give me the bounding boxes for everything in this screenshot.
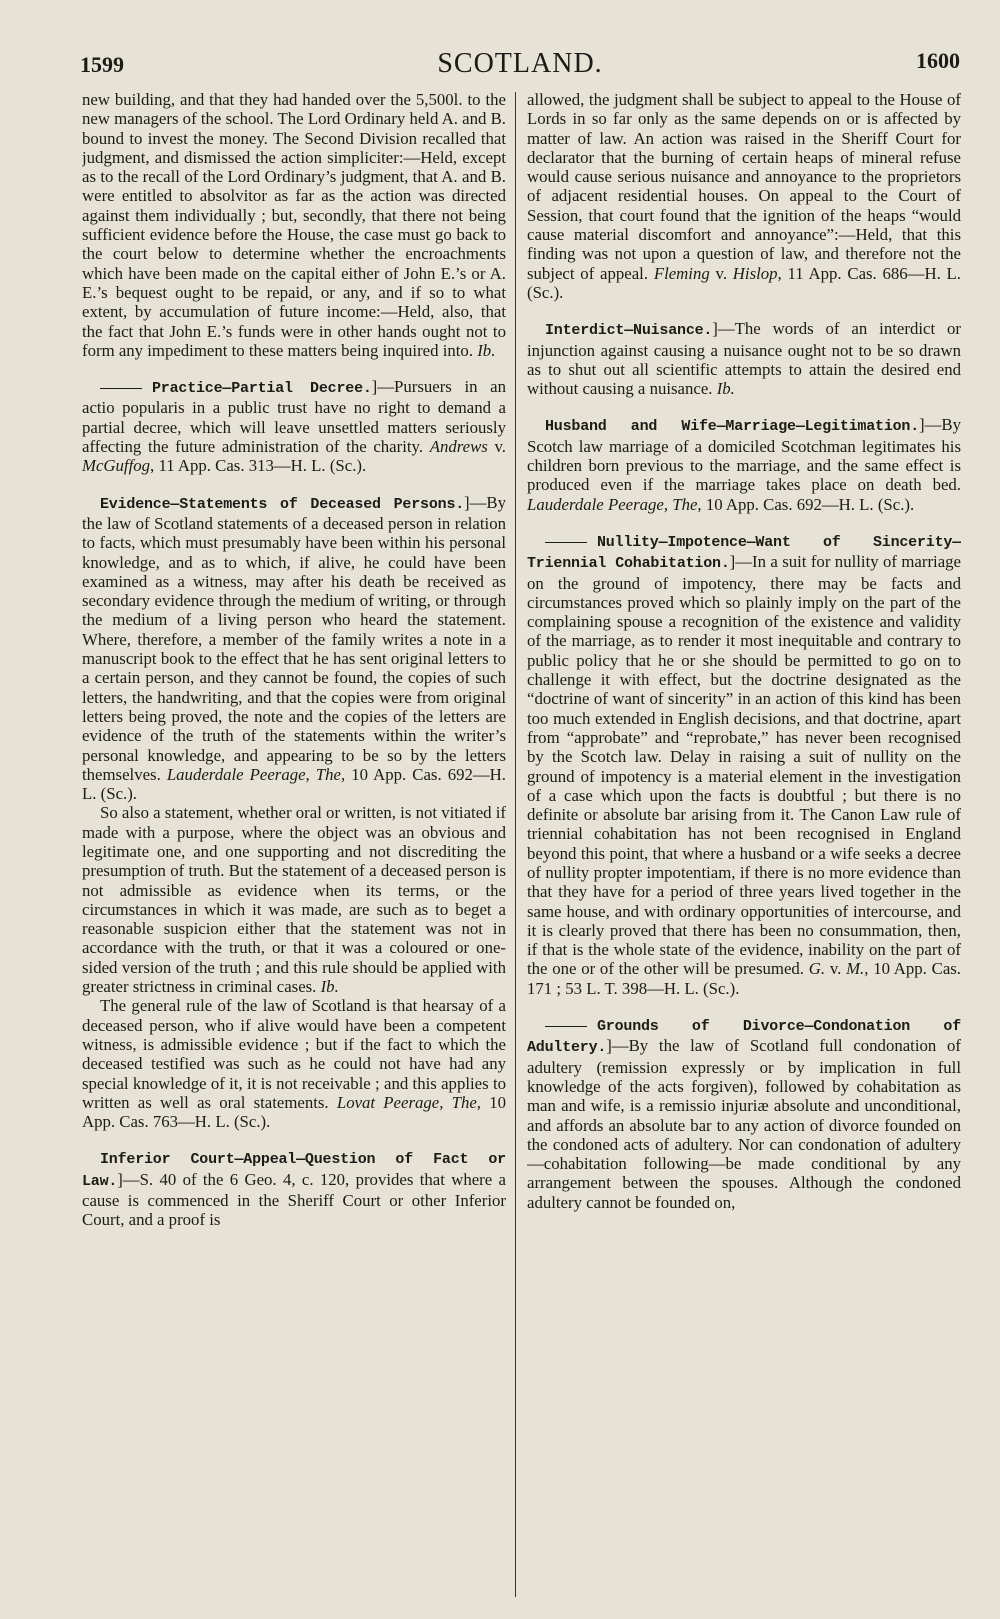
case-name-2: M. (846, 959, 865, 979)
entry-interdict-nuisance (527, 319, 961, 398)
entry-husband-and-wife (527, 415, 961, 513)
entry-text: allowed, the judgment shall be subject to appeal to the House of Lords in so far only as the same depends on or is affected by matter of law. An action was raised in the Sheriff Court for declarator that the burning of certain heaps of mineral refuse would cause serious nuisance and annoyance to the proprietors of adjacent residential houses. On appeal to the Court of Session, that court found that the ignition of the heaps “would cause material discomfort and annoyance”:—Held, that this finding was not upon a question of law, and therefore not the subject of appeal. Fleming v. Hislop, 11 App. Cas. 686—H. L. (Sc.). (527, 90, 961, 302)
entry-continued (82, 90, 506, 360)
entry-heading: Grounds of Divorce—Condonation of Adultery. (527, 1018, 961, 1057)
page-number-left: 1599 (80, 52, 124, 77)
entry-heading: Inferior Court—Appeal—Question of Fact or Law. (82, 1151, 506, 1190)
entry-text: new building, and that they had handed over the 5,500l. to the new managers of the school. The Lord Ordinary held A. and B. bound to invest the money. The Second Division recalled that judgment, and dismissed the action simpliciter:—Held, except as to the recall of the Lord Ordinary’s judgment, that A. and B. were entitled to absolvitor as far as the action was directed against them individually ; but, secondly, that there not being sufficient evidence before the House, the case must go back to the court below to determine whether the encroachments which have been made on the capital either of John E.’s or A. E.’s bequest ought to be repaid, or any, and if so to what extent, by accumulation of future income:—Held, also, that the fact that John E.’s funds were in other hands ought not to form any impediment to these matters being inquired into. Ib. (82, 90, 506, 360)
entry-heading: Practice—Partial Decree. (152, 380, 372, 398)
entry-practice-partial-decree (82, 377, 506, 475)
entry-grounds-of-divorce (527, 1015, 961, 1212)
case-name: Lovat Peerage, The, (336, 1092, 481, 1112)
case-citation: Ib. (320, 977, 339, 997)
page-number-right: 1600 (916, 48, 960, 73)
case-name: Lauderdale Peerage, The, (166, 764, 346, 784)
entry-heading: Interdict—Nuisance. (545, 322, 713, 340)
entry-text: Inferior Court—Appeal—Question of Fact or Law.]—S. 40 of the 6 Geo. 4, c. 120, provides that where a cause is commenced in the Sheriff Court or other Inferior Court, and a proof is (82, 1151, 506, 1230)
case-name: G. (808, 959, 826, 979)
case-name: Lauderdale Peerage, The, (527, 494, 702, 514)
ditto-dash (545, 542, 587, 543)
ditto-dash (100, 388, 142, 389)
entry-text: Grounds of Divorce—Condonation of Adultery.]—By the law of Scotland full condonation of adultery (remission expressly or by implication in full knowledge of the acts forgiven), followed by cohabitation as man and wife, is a remissio injuriæ absolute and unconditional, and affords an absolute bar to any action of divorce founded on the condoned acts of adultery. Nor can condonation of adultery—cohabitation following—be made conditional by any arrangement between the spouses. Although the condoned adultery cannot be founded on, (527, 1018, 961, 1212)
entry-text: Husband and Wife—Marriage—Legitimation.]—By Scotch law marriage of a domiciled Scotchman legitimates his children born previous to the marriage, and the same effect is produced even if the marriage takes place on death bed. Lauderdale Peerage, The, 10 App. Cas. 692—H. L. (Sc.). (527, 415, 961, 514)
case-name-2: McGuffog (82, 456, 151, 476)
entry-text: Nullity—Impotence—Want of Sincerity—Triennial Cohabitation.]—In a suit for nullity of marriage on the ground of impotency, there may be facts and circumstances proved which so plainly imply on the part of the complaining spouse a recognition of the existence and validity of the marriage, as to render it most inequitable and contrary to public policy that he or she should be permitted to go on to challenge it with effect, but the doctrine designated as the “doctrine of want of sincerity” in an action of this kind has been too much extended in English decisions, and that doctrine, apart from “approbate” and “reprobate,” has never been recognised by the Scotch law. Delay in raising a suit of nullity on the ground of impotency is a material element in the investigation of a case which upon the facts is doubtful ; but there is no definite or absolute bar arising from it. The Canon Law rule of triennial cohabitation has not been recognised in England beyond this point, that where a husband or a wife seeks a decree of nullity propter impotentiam, if there is no more evidence than that they have for a period of three years lived together in the same house, and with ordinary opportunities of intercourse, and it is clearly proved that there has been no consummation, then, if that is the whole state of the evidence, inability on the part of the one or of the other will be presumed. G. v. M., 10 App. Cas. 171 ; 53 L. T. 398—H. L. (Sc.). (527, 533, 961, 998)
page-header (80, 44, 960, 84)
left-column (82, 90, 506, 1600)
entry-inferior-court (82, 1148, 506, 1229)
entry-evidence (82, 493, 506, 1132)
entry-paragraph: So also a statement, whether oral or written, is not vitiated if made with a purpose, where the object was an obvious and legitimate one, and one supporting and not discrediting the presumption of truth. But the statement of a deceased person is not admissible as evidence when its terms, or the circumstances in which it was made, are such as to beget a reasonable suspicion either that the statement was not in accordance with the truth, or that it was a coloured or one-sided version of the truth ; and this rule should be applied with greater strictness in criminal cases. Ib. (82, 803, 506, 997)
column-divider (515, 92, 516, 1597)
entry-paragraph: The general rule of the law of Scotland is that hearsay of a deceased person, who if alive would have been a competent witness, is admissible evidence ; but if the fact to which the deceased testified was such as he could not have had any special knowledge of it, it is not receivable ; and this applies to written as well as oral statements. Lovat Peerage, The, 10 App. Cas. 763—H. L. (Sc.). (82, 996, 506, 1132)
case-citation: Ib. (716, 379, 735, 399)
entry-continued (527, 90, 961, 302)
case-citation: Ib. (477, 340, 496, 360)
case-name: Andrews (429, 437, 488, 457)
right-column (527, 90, 961, 1600)
case-name-2: Hislop (732, 263, 778, 283)
entry-nullity (527, 531, 961, 998)
ditto-dash (545, 1026, 587, 1027)
entry-text: Evidence—Statements of Deceased Persons.]—By the law of Scotland statements of a deceased person in relation to facts, which must presumably have been within his personal knowledge, and as to which, if alive, he could have been examined as a witness, may after his death be received as secondary evidence through the medium of writing, or through the medium of a living person who heard the statement. Where, therefore, a member of the family writes a note in a manuscript book to the effect that he has sent original letters to a certain person, and they cannot be found, the copies of such letters, the handwriting, and that the copies were from original letters being proved, the note and the copies of the letters are evidence of the truth of the statements within the writer’s personal knowledge, and appearing to be so by the letters themselves. Lauderdale Peerage, The, 10 App. Cas. 692—H. L. (Sc.). (82, 492, 506, 804)
entry-heading: Nullity—Impotence—Want of Sincerity—Triennial Cohabitation. (527, 533, 961, 573)
case-name: Fleming (653, 263, 710, 283)
entry-text: Interdict—Nuisance.]—The words of an interdict or injunction against causing a nuisance ought not to be so drawn as to shut out all scientific attempts to attain the desired end without causing a nuisance. Ib. (527, 319, 961, 399)
running-title: SCOTLAND. (437, 48, 603, 79)
entry-text: Practice—Partial Decree.]—Pursuers in an actio popularis in a public trust have no right to demand a partial decree, which will leave unsettled matters seriously affecting the future administration of the charity. Andrews v. McGuffog, 11 App. Cas. 313—H. L. (Sc.). (82, 377, 506, 476)
entry-heading: Evidence—Statements of Deceased Persons. (100, 495, 465, 513)
entry-heading: Husband and Wife—Marriage—Legitimation. (545, 418, 920, 436)
